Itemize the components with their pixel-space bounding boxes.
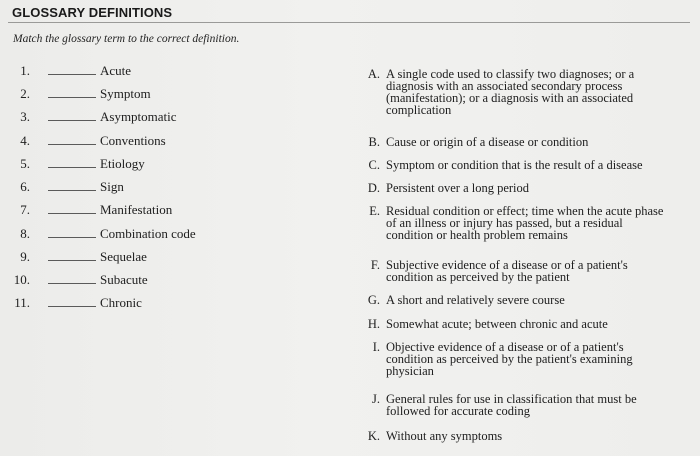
term-number: 1. [20, 63, 30, 78]
term-number: 11. [14, 295, 30, 310]
term-row-7 [0, 202, 340, 220]
answer-blank-2[interactable] [48, 97, 96, 98]
definition-b [360, 136, 670, 150]
definition-letter: C. [368, 158, 380, 172]
definition-h [360, 318, 670, 332]
definition-text: Cause or origin of a disease or condition [386, 135, 589, 149]
definition-letter: F. [370, 258, 380, 272]
term-label: Acute [100, 63, 132, 78]
answer-blank-10[interactable] [48, 283, 96, 284]
definition-i [360, 341, 670, 381]
answer-blank-4[interactable] [48, 144, 96, 145]
term-label: Symptom [100, 86, 151, 101]
definition-k [360, 430, 670, 444]
answer-blank-5[interactable] [48, 167, 96, 168]
term-label: Asymptomatic [100, 109, 177, 124]
definition-e [360, 205, 670, 245]
term-label: Chronic [100, 295, 142, 310]
definition-a [360, 68, 670, 124]
term-number: 4. [20, 133, 30, 148]
answer-blank-9[interactable] [48, 260, 96, 261]
answer-blank-11[interactable] [48, 306, 96, 307]
term-label: Manifestation [100, 202, 173, 217]
term-number: 7. [20, 202, 30, 217]
definition-letter: A. [367, 67, 380, 81]
definition-letter: B. [368, 135, 380, 149]
definition-text: Persistent over a long period [386, 181, 530, 195]
term-row-11 [0, 295, 340, 313]
instructions-text: Match the glossary term to the correct definition. [13, 33, 240, 45]
definition-text: Symptom or condition that is the result of a disease [386, 158, 643, 172]
term-row-2 [0, 86, 340, 104]
definition-j [360, 393, 670, 421]
definition-letter: E. [369, 204, 380, 218]
term-number: 5. [20, 156, 30, 171]
term-label: Conventions [100, 133, 166, 148]
answer-blank-6[interactable] [48, 190, 96, 191]
term-number: 3. [20, 109, 30, 124]
section-heading: GLOSSARY DEFINITIONS [12, 5, 173, 20]
definition-letter: I. [372, 340, 380, 354]
definition-g [360, 294, 670, 308]
definition-text: General rules for use in classification that must be followed for accurate coding [386, 392, 637, 418]
term-label: Sequelae [100, 249, 147, 264]
term-number: 6. [20, 179, 30, 194]
definition-d [360, 182, 670, 196]
definition-text: A short and relatively severe course [386, 293, 565, 307]
answer-blank-8[interactable] [48, 237, 96, 238]
answer-blank-3[interactable] [48, 120, 96, 121]
term-row-9 [0, 249, 340, 267]
definition-text: Somewhat acute; between chronic and acute [386, 317, 608, 331]
term-number: 9. [20, 249, 30, 264]
term-row-1 [0, 63, 340, 81]
term-label: Etiology [100, 156, 145, 171]
term-row-5 [0, 156, 340, 174]
term-row-4 [0, 133, 340, 151]
term-number: 8. [20, 226, 30, 241]
definition-letter: H. [367, 317, 380, 331]
term-number: 10. [13, 272, 30, 287]
definition-letter: G. [367, 293, 380, 307]
definition-text: Subjective evidence of a disease or of a patient's condition as perceived by the patient [386, 258, 628, 284]
answer-blank-1[interactable] [48, 74, 96, 75]
definition-text: Objective evidence of a disease or of a patient's condition as perceived by the patient's examining physician [386, 340, 633, 378]
definition-letter: K. [367, 429, 380, 443]
term-number: 2. [20, 86, 30, 101]
term-label: Sign [100, 179, 124, 194]
term-row-8 [0, 226, 340, 244]
term-label: Subacute [100, 272, 148, 287]
definition-text: Without any symptoms [386, 429, 503, 443]
term-row-3 [0, 109, 340, 127]
term-row-6 [0, 179, 340, 197]
definition-letter: J. [372, 392, 380, 406]
definition-text: Residual condition or effect; time when the acute phase of an illness or injury has passed, but a residual condition or health problem remains [386, 204, 664, 242]
definition-c [360, 159, 670, 173]
term-row-10 [0, 272, 340, 290]
definition-text: A single code used to classify two diagnoses; or a diagnosis with an associated secondary process (manifestation); or a diagnosis with an associated complication [386, 67, 635, 117]
definition-f [360, 259, 670, 287]
term-label: Combination code [100, 226, 196, 241]
heading-divider [8, 22, 690, 23]
answer-blank-7[interactable] [48, 213, 96, 214]
definition-letter: D. [367, 181, 380, 195]
